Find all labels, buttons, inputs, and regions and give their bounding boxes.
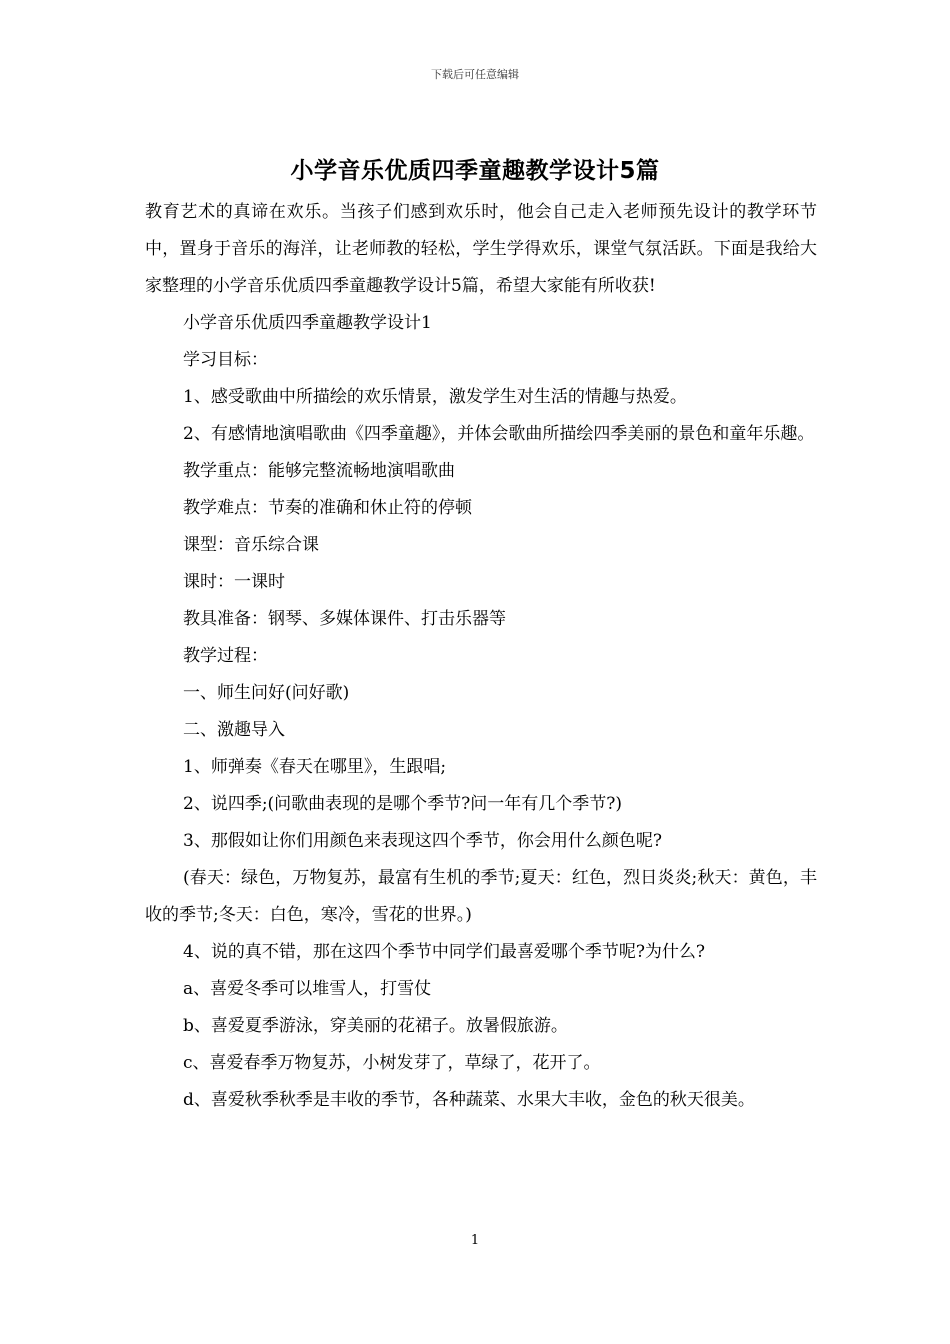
paragraph: 教学过程： [183,646,268,666]
paragraph: 课型：音乐综合课 [183,535,319,555]
paragraph: 2、有感情地演唱歌曲《四季童趣》，并体会歌曲所描绘四季美丽的景色和童年乐趣。 [183,424,815,444]
paragraph: 1、师弹奏《春天在哪里》，生跟唱; [183,757,447,777]
paragraph: 课时：一课时 [183,572,285,592]
paragraph: a、喜爱冬季可以堆雪人，打雪仗 [183,979,432,999]
paragraph: 2、说四季;(问歌曲表现的是哪个季节?问一年有几个季节?) [183,794,623,814]
document-body [145,194,817,1119]
paragraph: (春天：绿色，万物复苏，最富有生机的季节;夏天：红色，烈日炎炎;秋天：黄色，丰收的季节;冬天：白色，寒冷，雪花的世界。) [145,868,817,925]
paragraph: 教学重点：能够完整流畅地演唱歌曲 [183,461,455,481]
section-heading: 小学音乐优质四季童趣教学设计1 [183,313,432,333]
paragraph: 教学难点：节奏的准确和休止符的停顿 [183,498,472,518]
page-number: 1 [470,1233,480,1248]
intro-paragraph: 教育艺术的真谛在欢乐。当孩子们感到欢乐时，他会自己走入老师预先设计的教学环节中，置身于音乐的海洋，让老师教的轻松，学生学得欢乐，课堂气氛活跃。下面是我给大家整理的小学音乐优质四季童趣教学设计5篇，希望大家能有所收获! [145,202,817,296]
paragraph: 学习目标： [183,350,268,370]
paragraph: 1、感受歌曲中所描绘的欢乐情景，激发学生对生活的情趣与热爱。 [183,387,687,407]
paragraph: b、喜爱夏季游泳，穿美丽的花裙子。放暑假旅游。 [183,1016,568,1036]
paragraph: 教具准备：钢琴、多媒体课件、打击乐器等 [183,609,506,629]
paragraph: c、喜爱春季万物复苏，小树发芽了，草绿了，花开了。 [183,1053,601,1073]
paragraph: 4、说的真不错，那在这四个季节中同学们最喜爱哪个季节呢?为什么? [183,942,706,962]
paragraph: 二、激趣导入 [183,720,285,740]
header-note: 下载后可任意编辑 [431,68,519,81]
document-title: 小学音乐优质四季童趣教学设计5篇 [290,158,660,184]
paragraph: 3、那假如让你们用颜色来表现这四个季节，你会用什么颜色呢? [183,831,662,851]
paragraph: d、喜爱秋季秋季是丰收的季节，各种蔬菜、水果大丰收，金色的秋天很美。 [183,1090,755,1110]
paragraph: 一、师生问好(问好歌) [183,683,350,703]
